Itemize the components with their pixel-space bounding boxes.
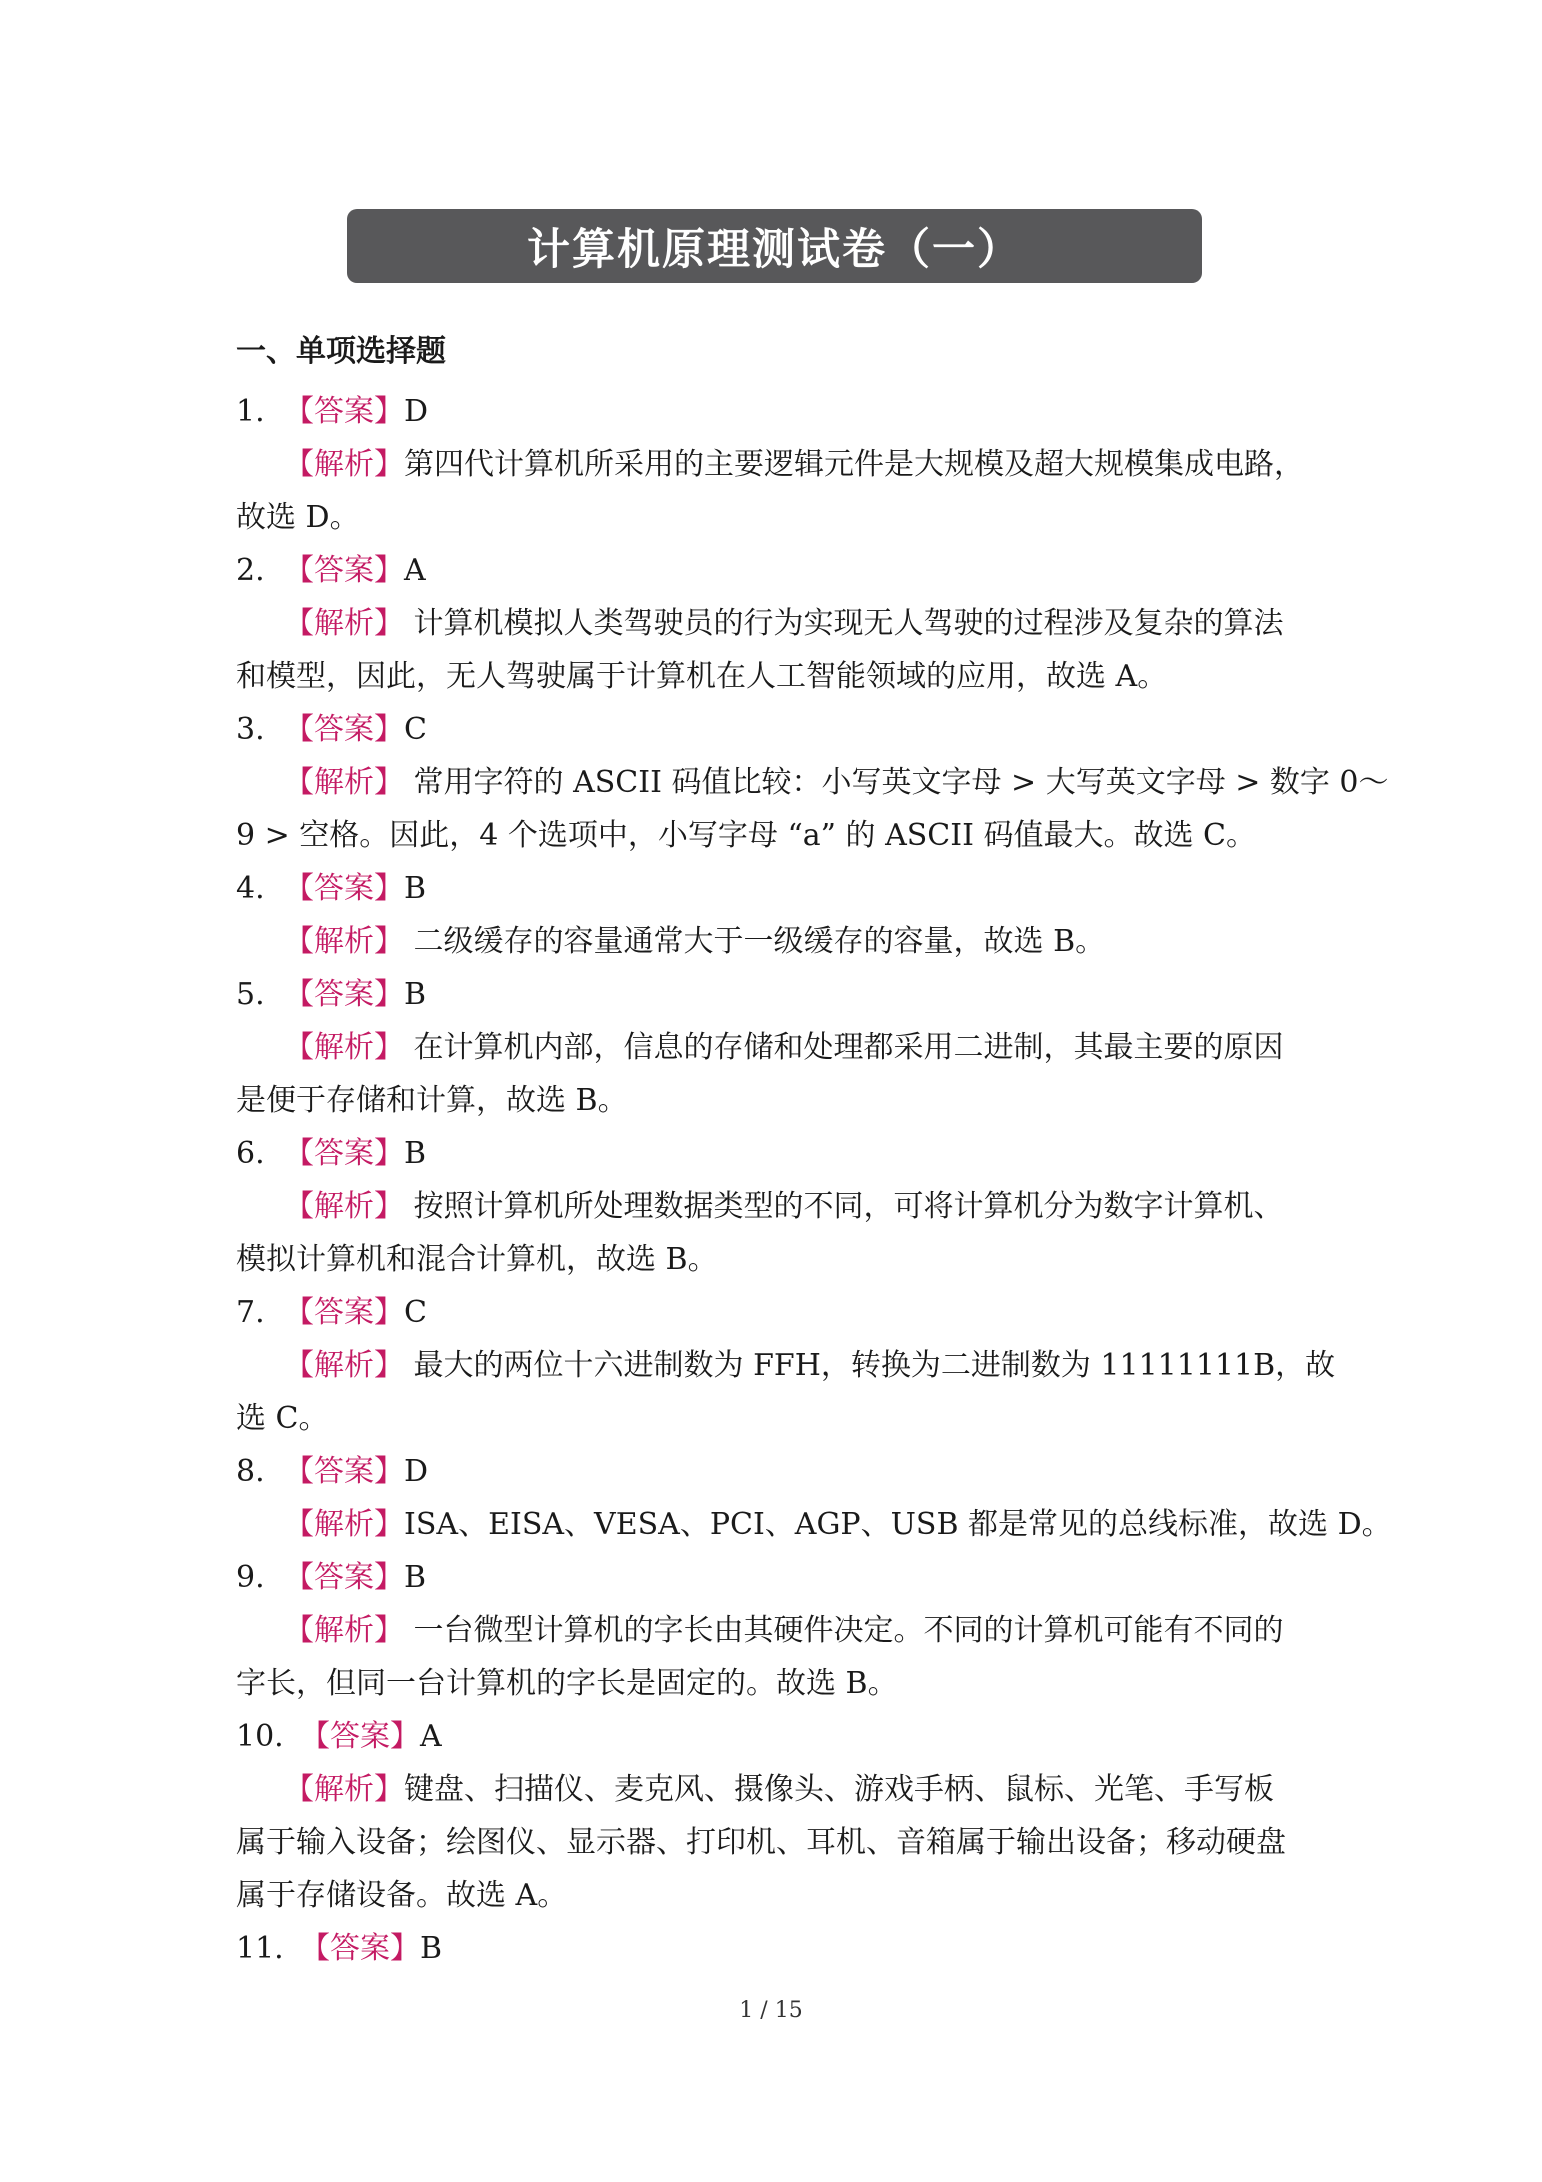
answer-tag: 【答案】 [284,1136,404,1171]
question-number: 6. [236,1136,265,1171]
question-number: 8. [236,1454,265,1489]
answer-value: A [404,553,426,588]
answer-tag: 【答案】 [284,394,404,429]
explanation-line [236,1021,1316,1074]
explanation-continuation: 属于存储设备。故选 A。 [236,1878,568,1913]
explanation-text: 常用字符的 ASCII 码值比较：小写英文字母 > 大写英文字母 > 数字 0～ [404,765,1389,800]
explanation-continuation: 属于输入设备；绘图仪、显示器、打印机、耳机、音箱属于输出设备；移动硬盘 [236,1825,1286,1860]
explanation-tag: 【解析】 [284,1772,404,1807]
answer-tag: 【答案】 [300,1931,420,1966]
explanation-tag: 【解析】 [284,924,404,959]
question-number: 9. [236,1560,265,1595]
explanation-continuation: 和模型，因此，无人驾驶属于计算机在人工智能领域的应用，故选 A。 [236,659,1168,694]
explanation-tag: 【解析】 [284,765,404,800]
explanation-line [236,1763,1316,1816]
answer-value: A [420,1719,442,1754]
explanation-continuation: 选 C。 [236,1401,329,1436]
explanation-text: 键盘、扫描仪、麦克风、摄像头、游戏手柄、鼠标、光笔、手写板 [404,1772,1274,1807]
explanation-line [236,1339,1336,1392]
answer-value: B [404,1136,427,1171]
answer-value: B [404,977,427,1012]
explanation-line [236,597,1316,650]
answer-line [236,1551,1316,1604]
answer-line [236,862,1316,915]
question-number: 11. [236,1931,284,1966]
explanation-line [236,1604,1316,1657]
answer-line [236,1710,1316,1763]
explanation-tag: 【解析】 [284,1613,404,1648]
explanation-continuation: 9 > 空格。因此，4 个选项中，小写字母 “a” 的 ASCII 码值最大。故选 C。 [236,818,1256,853]
explanation-continuation: 模拟计算机和混合计算机，故选 B。 [236,1242,718,1277]
question-number: 1. [236,394,265,429]
question-number: 5. [236,977,265,1012]
page-number: 1 / 15 [739,1998,803,2023]
answer-value: D [404,394,429,429]
page-title: 计算机原理测试卷（一） [347,209,1202,283]
explanation-text: 在计算机内部，信息的存储和处理都采用二进制，其最主要的原因 [404,1030,1284,1065]
answer-tag: 【答案】 [284,1295,404,1330]
explanation-tag: 【解析】 [284,1348,404,1383]
answer-tag: 【答案】 [284,553,404,588]
answer-value: B [420,1931,443,1966]
question-number: 2. [236,553,265,588]
answer-tag: 【答案】 [284,977,404,1012]
answer-line [236,1445,1316,1498]
question-number: 4. [236,871,265,906]
explanation-continuation: 字长，但同一台计算机的字长是固定的。故选 B。 [236,1666,898,1701]
explanation-text: 第四代计算机所采用的主要逻辑元件是大规模及超大规模集成电路， [404,447,1304,482]
section-heading: 一、单项选择题 [236,334,446,369]
answer-list [236,385,1392,1975]
answer-line [236,1286,1316,1339]
explanation-text: 计算机模拟人类驾驶员的行为实现无人驾驶的过程涉及复杂的算法 [404,606,1284,641]
answer-line [236,544,1316,597]
question-number: 3. [236,712,265,747]
explanation-line [236,438,1316,491]
answer-line [236,1127,1316,1180]
explanation-line [236,756,1389,809]
answer-value: D [404,1454,429,1489]
explanation-line [236,1180,1316,1233]
explanation-tag: 【解析】 [284,1030,404,1065]
question-number: 10. [236,1719,284,1754]
explanation-continuation: 故选 D。 [236,500,360,535]
explanation-text: ISA、EISA、VESA、PCI、AGP、USB 都是常见的总线标准，故选 D。 [404,1507,1392,1542]
answer-line [236,1922,1316,1975]
answer-tag: 【答案】 [284,712,404,747]
question-number: 7. [236,1295,265,1330]
answer-value: C [404,712,427,747]
explanation-tag: 【解析】 [284,1189,404,1224]
explanation-line [236,1498,1392,1551]
explanation-tag: 【解析】 [284,1507,404,1542]
answer-value: B [404,1560,427,1595]
explanation-text: 二级缓存的容量通常大于一级缓存的容量，故选 B。 [404,924,1106,959]
answer-tag: 【答案】 [284,1560,404,1595]
answer-tag: 【答案】 [300,1719,420,1754]
explanation-text: 按照计算机所处理数据类型的不同，可将计算机分为数字计算机、 [404,1189,1284,1224]
explanation-text: 一台微型计算机的字长由其硬件决定。不同的计算机可能有不同的 [404,1613,1284,1648]
answer-line [236,703,1316,756]
explanation-line [236,915,1316,968]
explanation-continuation: 是便于存储和计算，故选 B。 [236,1083,628,1118]
answer-tag: 【答案】 [284,1454,404,1489]
answer-line [236,968,1316,1021]
answer-line [236,385,1316,438]
explanation-tag: 【解析】 [284,447,404,482]
answer-tag: 【答案】 [284,871,404,906]
explanation-tag: 【解析】 [284,606,404,641]
answer-value: C [404,1295,427,1330]
answer-value: B [404,871,427,906]
explanation-text: 最大的两位十六进制数为 FFH，转换为二进制数为 11111111B，故 [404,1348,1336,1383]
